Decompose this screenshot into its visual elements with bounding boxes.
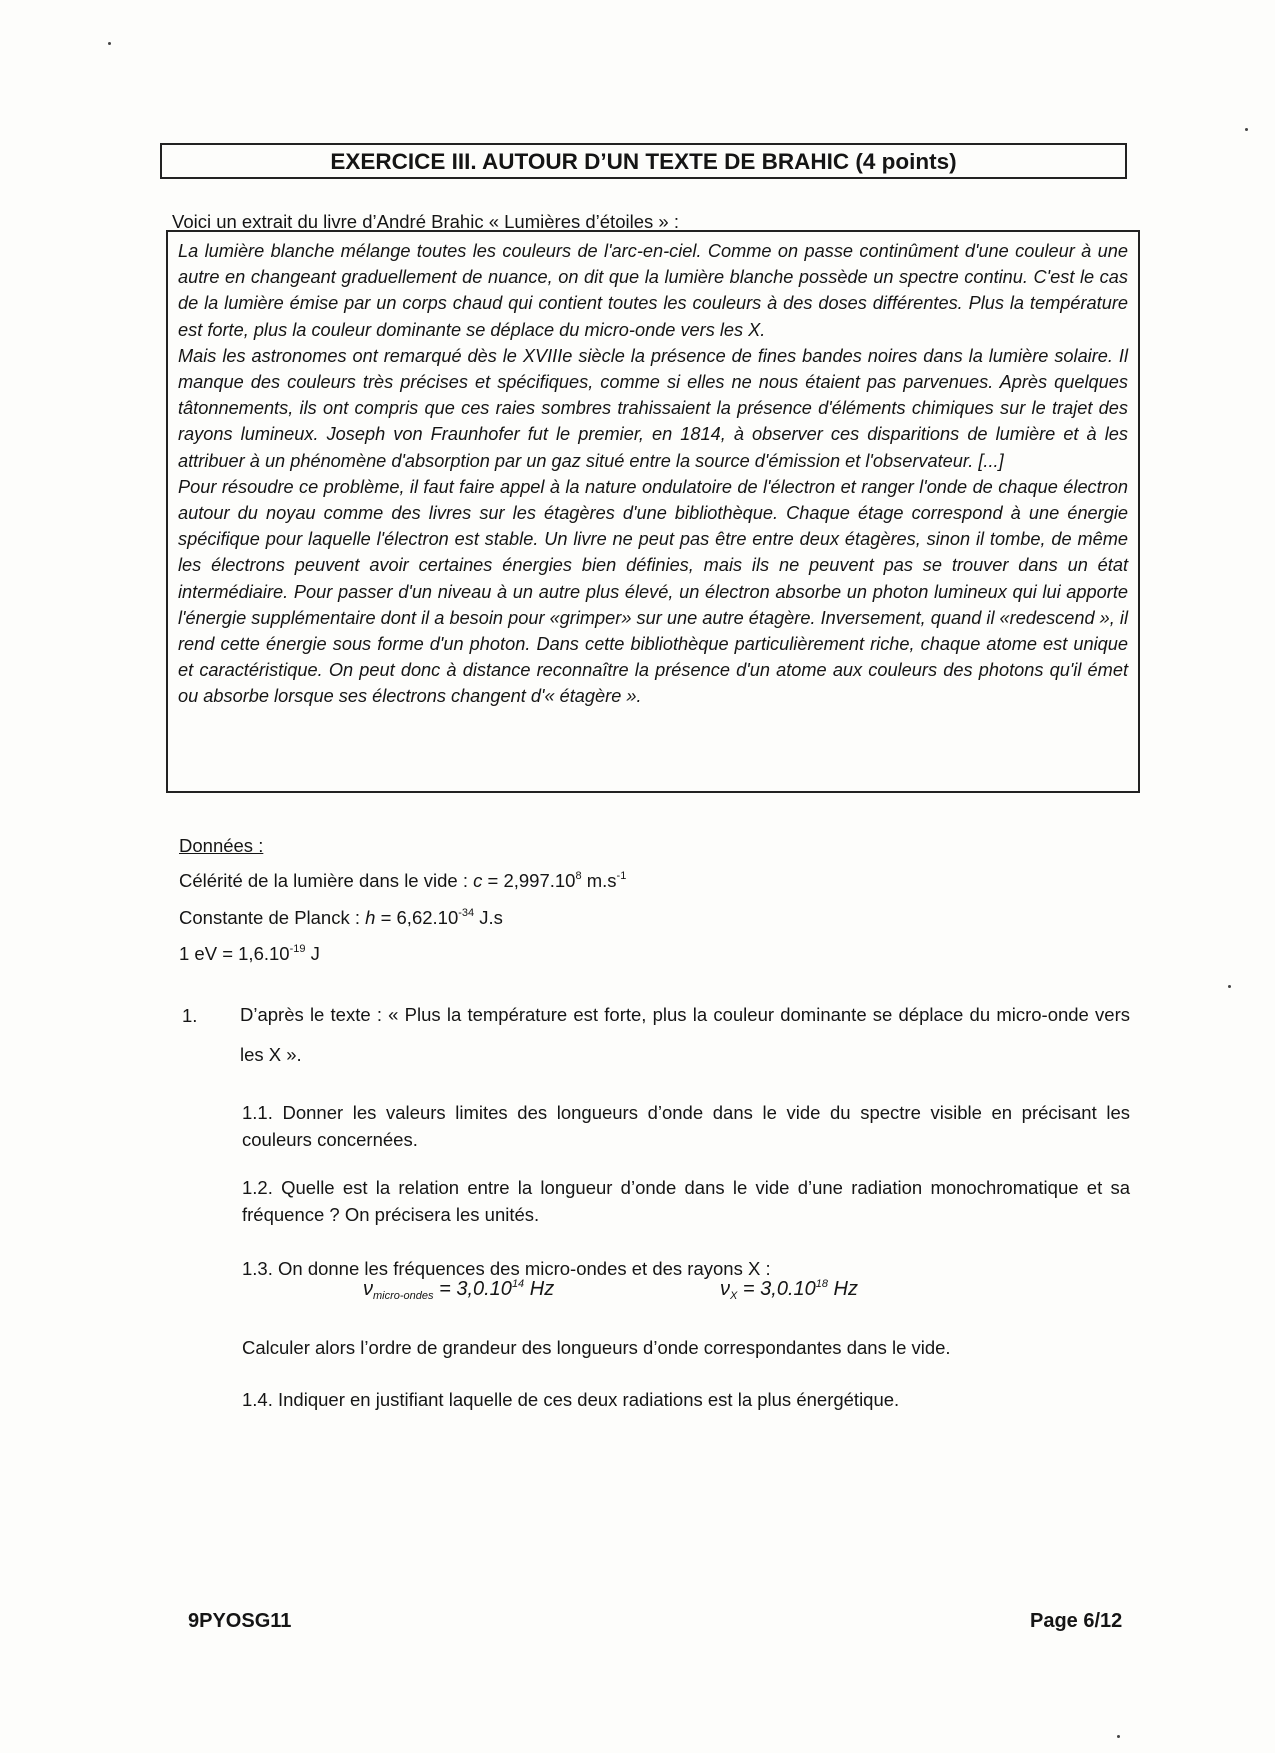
question-1-3: 1.3. On donne les fréquences des micro-ondes et des rayons X :	[242, 1258, 771, 1279]
intro-text: Voici un extrait du livre d’André Brahic « Lumières d’étoiles » :	[172, 211, 679, 232]
question-1-2: 1.2. Quelle est la relation entre la longueur d’onde dans le vide d’une radiation monochromatique et sa fréquence ? On précisera les unités.	[242, 1177, 1130, 1225]
question-1-1: 1.1. Donner les valeurs limites des longueurs d’onde dans le vide du spectre visible en précisant les couleurs concernées.	[242, 1102, 1130, 1150]
scan-speck	[1228, 985, 1231, 988]
document-code: 9PYOSG11	[188, 1610, 292, 1632]
excerpt-paragraph-3: Pour résoudre ce problème, il faut faire appel à la nature ondulatoire de l'électron et ranger l'onde de chaque électron autour du noyau comme des livres sur les étagères d'une bibliothèque. Chaque étage correspond à une énergie spécifique pour laquelle l'électron est stable. Un livre ne peut pas être entre deux étagères, sinon il tombe, de même les électrons peuvent avoir certaines énergies bien définies, mais ils ne peuvent pas se trouver dans un état intermédiaire. Pour passer d'un niveau à un autre plus élevé, un électron absorbe un photon lumineux qui lui apporte l'énergie supplémentaire dont il a besoin pour «grimper» sur une autre étagère. Inversement, quand il «redescend », il rend cette énergie sous forme d'un photon. Dans cette bibliothèque particulièrement riche, chaque atome est unique et caractéristique. On peut donc à distance reconnaître la présence d'un atome aux couleurs des photons qu'il émet ou absorbe lorsque ses électrons changent d'« étagère ».	[178, 476, 1128, 707]
xray-frequency: $\nu_X = 3,0.10^{18}$ Hz	[720, 1278, 858, 1302]
question-1-number: 1.	[182, 1005, 198, 1026]
electronvolt-conversion: 1 eV = $1,6.10^{-19}$ J	[179, 943, 320, 964]
microwave-frequency: $\nu_{micro-ondes} = 3,0.10^{14}$ Hz	[363, 1278, 555, 1302]
scan-speck	[1117, 1735, 1120, 1738]
donnees-title: Données :	[179, 835, 264, 856]
scan-speck	[1245, 128, 1248, 131]
exercise-title: EXERCICE III. AUTOUR D’UN TEXTE DE BRAHIC (4 points)	[160, 143, 1127, 179]
question-1-4: 1.4. Indiquer en justifiant laquelle de ces deux radiations est la plus énergétique.	[242, 1389, 900, 1410]
excerpt-box	[166, 230, 1140, 793]
planck-constant: Constante de Planck : $h = 6,62.10^{-34}$ J.s	[179, 907, 503, 928]
excerpt-paragraph-1: La lumière blanche mélange toutes les couleurs de l'arc-en-ciel. Comme on passe continûment d'une couleur à une autre en changeant graduellement de nuance, on dit que la lumière blanche possède un spectre continu. C'est le cas de la lumière émise par un corps chaud qui contient toutes les couleurs à des doses différentes. Plus la température est forte, plus la couleur dominante se déplace du micro-onde vers les X.	[178, 241, 1128, 340]
excerpt-paragraph-2: Mais les astronomes ont remarqué dès le XVIIIe siècle la présence de fines bandes noires dans la lumière solaire. Il manque des couleurs très précises et spécifiques, comme si elles ne nous étaient pas parvenues. Après quelques tâtonnements, ils ont compris que ces raies sombres trahissaient la présence d'éléments chimiques sur le trajet des rayons lumineux. Joseph von Fraunhofer fut le premier, en 1814, à observer ces disparitions de lumière et à les attribuer à un phénomène d'absorption par un gaz situé entre la source d'émission et l'observateur. [...]	[178, 345, 1128, 471]
question-1-text: D’après le texte : « Plus la température est forte, plus la couleur dominante se déplace du micro-onde vers les X ».	[240, 1004, 1130, 1065]
scan-speck	[108, 42, 111, 45]
calculation-instruction: Calculer alors l’ordre de grandeur des longueurs d’onde correspondantes dans le vide.	[242, 1337, 951, 1358]
speed-of-light: Célérité de la lumière dans le vide : $c = 2,997.10^8$ $m.s^{-1}$	[179, 870, 627, 891]
page-number: Page 6/12	[1030, 1610, 1123, 1632]
